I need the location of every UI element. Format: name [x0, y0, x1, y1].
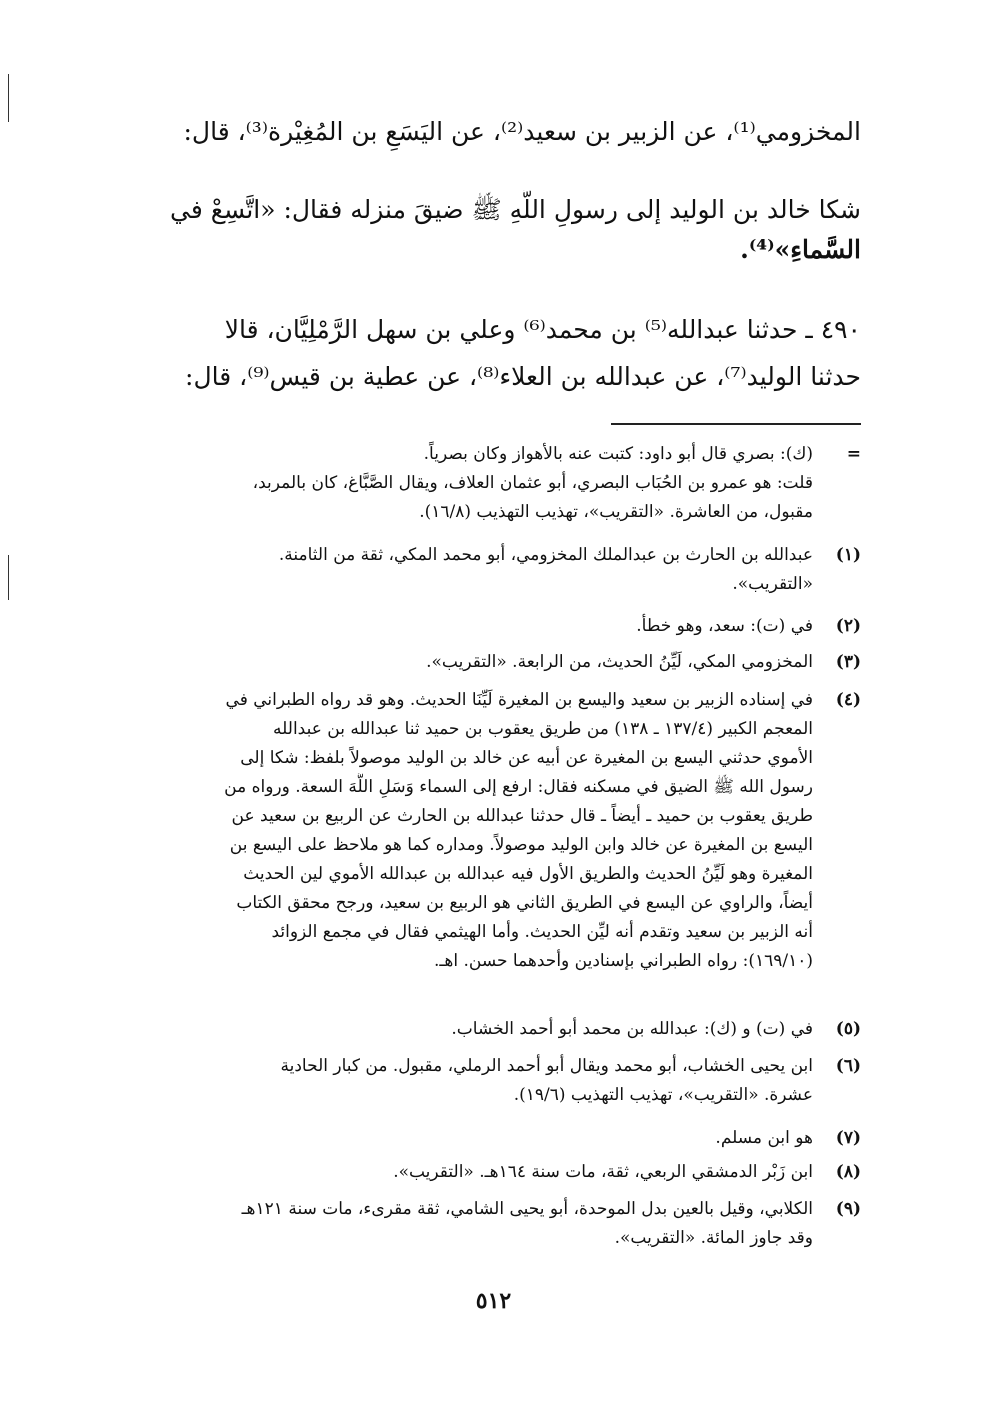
footnote-line: في (ت) و (ك): عبدالله بن محمد أبو أحمد الخشاب.: [451, 1019, 813, 1039]
footnote-body: [108, 612, 813, 641]
scan-edge-mark: [8, 74, 9, 122]
footnote-separator: [611, 423, 861, 425]
page-number: ٥١٢: [475, 1288, 512, 1314]
footnote-number: (٤): [835, 690, 861, 710]
footnote-body: [108, 1195, 813, 1253]
footnote-number: (٦): [835, 1056, 861, 1076]
footnote-number: (١): [835, 545, 861, 565]
footnote-line: ابن زَبْر الدمشقي الربعي، ثقة، مات سنة ١٦٤هـ. «التقريب».: [393, 1162, 813, 1182]
footnote-line: رسول الله ﷺ الضيق في مسكنه فقال: ارفع إلى السماء وَسَلِ اللَّهَ السعة. ورواه من: [224, 777, 813, 797]
main-text-line: شكا خالد بن الوليد إلى رسولِ اللَّهِ ﷺ ضيقَ منزله فقال: «اتَّسِعْ في: [169, 195, 861, 224]
footnote-body: [108, 1124, 813, 1153]
footnote-body: [108, 1015, 813, 1044]
footnote-line: (ك): بصري قال أبو داود: كتبت عنه بالأهواز وكان بصرياً.: [423, 444, 813, 464]
footnote-line: ابن يحيى الخشاب، أبو محمد ويقال أبو أحمد الرملي، مقبول. من كبار الحادية: [280, 1056, 813, 1076]
footnote-line: قلت: هو عمرو بن الحُبَاب البصري، أبو عثمان العلاف، ويقال الصَّبَّاغ، كان بالمربد،: [252, 473, 813, 493]
footnote-line: أيضاً، والراوي عن اليسع في الطريق الثاني هو الربيع بن سعيد، ورجح محقق الكتاب: [236, 893, 813, 913]
footnote-line: المخزومي المكي، لَيِّنُ الحديث، من الرابعة. «التقريب».: [426, 652, 813, 672]
scan-edge-mark: [8, 555, 9, 600]
footnote-line: المغيرة وهو لَيِّنُ الحديث والطريق الأول فيه عبدالله بن عبدالله الأموي لين الحديث: [243, 864, 813, 884]
footnote-number: (٣): [835, 652, 861, 672]
footnote-body: [108, 648, 813, 677]
footnote-line: في (ت): سعد، وهو خطأ.: [636, 616, 813, 636]
footnote-line: الكلابي، وقيل بالعين بدل الموحدة، أبو يحيى الشامي، ثقة مقرىء، مات سنة ١٢١هـ: [241, 1199, 813, 1219]
footnote-line: عبدالله بن الحارث بن عبدالملك المخزومي، أبو محمد المكي، ثقة من الثامنة.: [278, 545, 813, 565]
footnote-line: الأموي حدثني اليسع بن المغيرة عن أبيه عن خالد بن الوليد موصولاً بلفظ: شكا إلى: [240, 748, 813, 768]
main-text-line: المخزومي⁽¹⁾، عن الزبير بن سعيد⁽²⁾، عن اليَسَعِ بن المُغِيْرة⁽³⁾، قال:: [183, 117, 861, 146]
footnote-number: (٨): [835, 1162, 861, 1182]
footnote-line: مقبول، من العاشرة. «التقريب»، تهذيب التهذيب (١٦/٨).: [419, 502, 813, 522]
footnote-body: [108, 541, 813, 599]
main-text-line: حدثنا الوليد⁽⁷⁾، عن عبدالله بن العلاء⁽⁸⁾، عن عطية بن قيس⁽⁹⁾، قال:: [185, 362, 861, 391]
footnote-line: عشرة. «التقريب»، تهذيب التهذيب (١٩/٦).: [513, 1085, 813, 1105]
footnote-line: في إسناده الزبير بن سعيد واليسع بن المغيرة لَيِّنَا الحديث. وهو قد رواه الطبراني في: [225, 690, 813, 710]
footnote-number: =: [846, 444, 861, 464]
main-text-line: ٤٩٠ ـ حدثنا عبدالله⁽⁵⁾ بن محمد⁽⁶⁾ وعلي بن سهل الرَّمْلِيَّان، قالا: [224, 315, 861, 344]
footnote-line: «التقريب».: [732, 574, 813, 594]
footnote-line: المعجم الكبير (١٣٧/٤ ـ ١٣٨) من طريق يعقوب بن حميد ثنا عبدالله بن عبدالله: [273, 719, 813, 739]
footnote-number: (٥): [835, 1019, 861, 1039]
footnote-number: (٢): [835, 616, 861, 636]
footnote-line: وقد جاوز المائة. «التقريب».: [614, 1228, 813, 1248]
footnote-line: هو ابن مسلم.: [715, 1128, 813, 1148]
footnote-line: أنه الزبير بن سعيد وتقدم أنه ليِّن الحديث. وأما الهيثمي فقال في مجمع الزوائد: [271, 922, 813, 942]
footnote-line: طريق يعقوب بن حميد ـ أيضاً ـ قال حدثنا عبدالله بن الحارث عن الربيع بن سعيد عن: [231, 806, 813, 826]
footnote-body: [108, 686, 813, 976]
footnote-body: [108, 1052, 813, 1110]
footnote-line: اليسع بن المغيرة عن خالد وابن الوليد موصولاً. ومداره كما هو ملاحظ على اليسع بن: [229, 835, 813, 855]
footnote-body: [108, 1158, 813, 1187]
main-text-line: السَّماءِ»⁽⁴⁾.: [740, 235, 861, 264]
footnote-body: [108, 440, 813, 527]
footnote-line: (١٦٩/١٠): رواه الطبراني بإسنادين وأحدهما حسن. اهـ.: [434, 951, 813, 971]
footnote-number: (٩): [835, 1199, 861, 1219]
footnote-number: (٧): [835, 1128, 861, 1148]
